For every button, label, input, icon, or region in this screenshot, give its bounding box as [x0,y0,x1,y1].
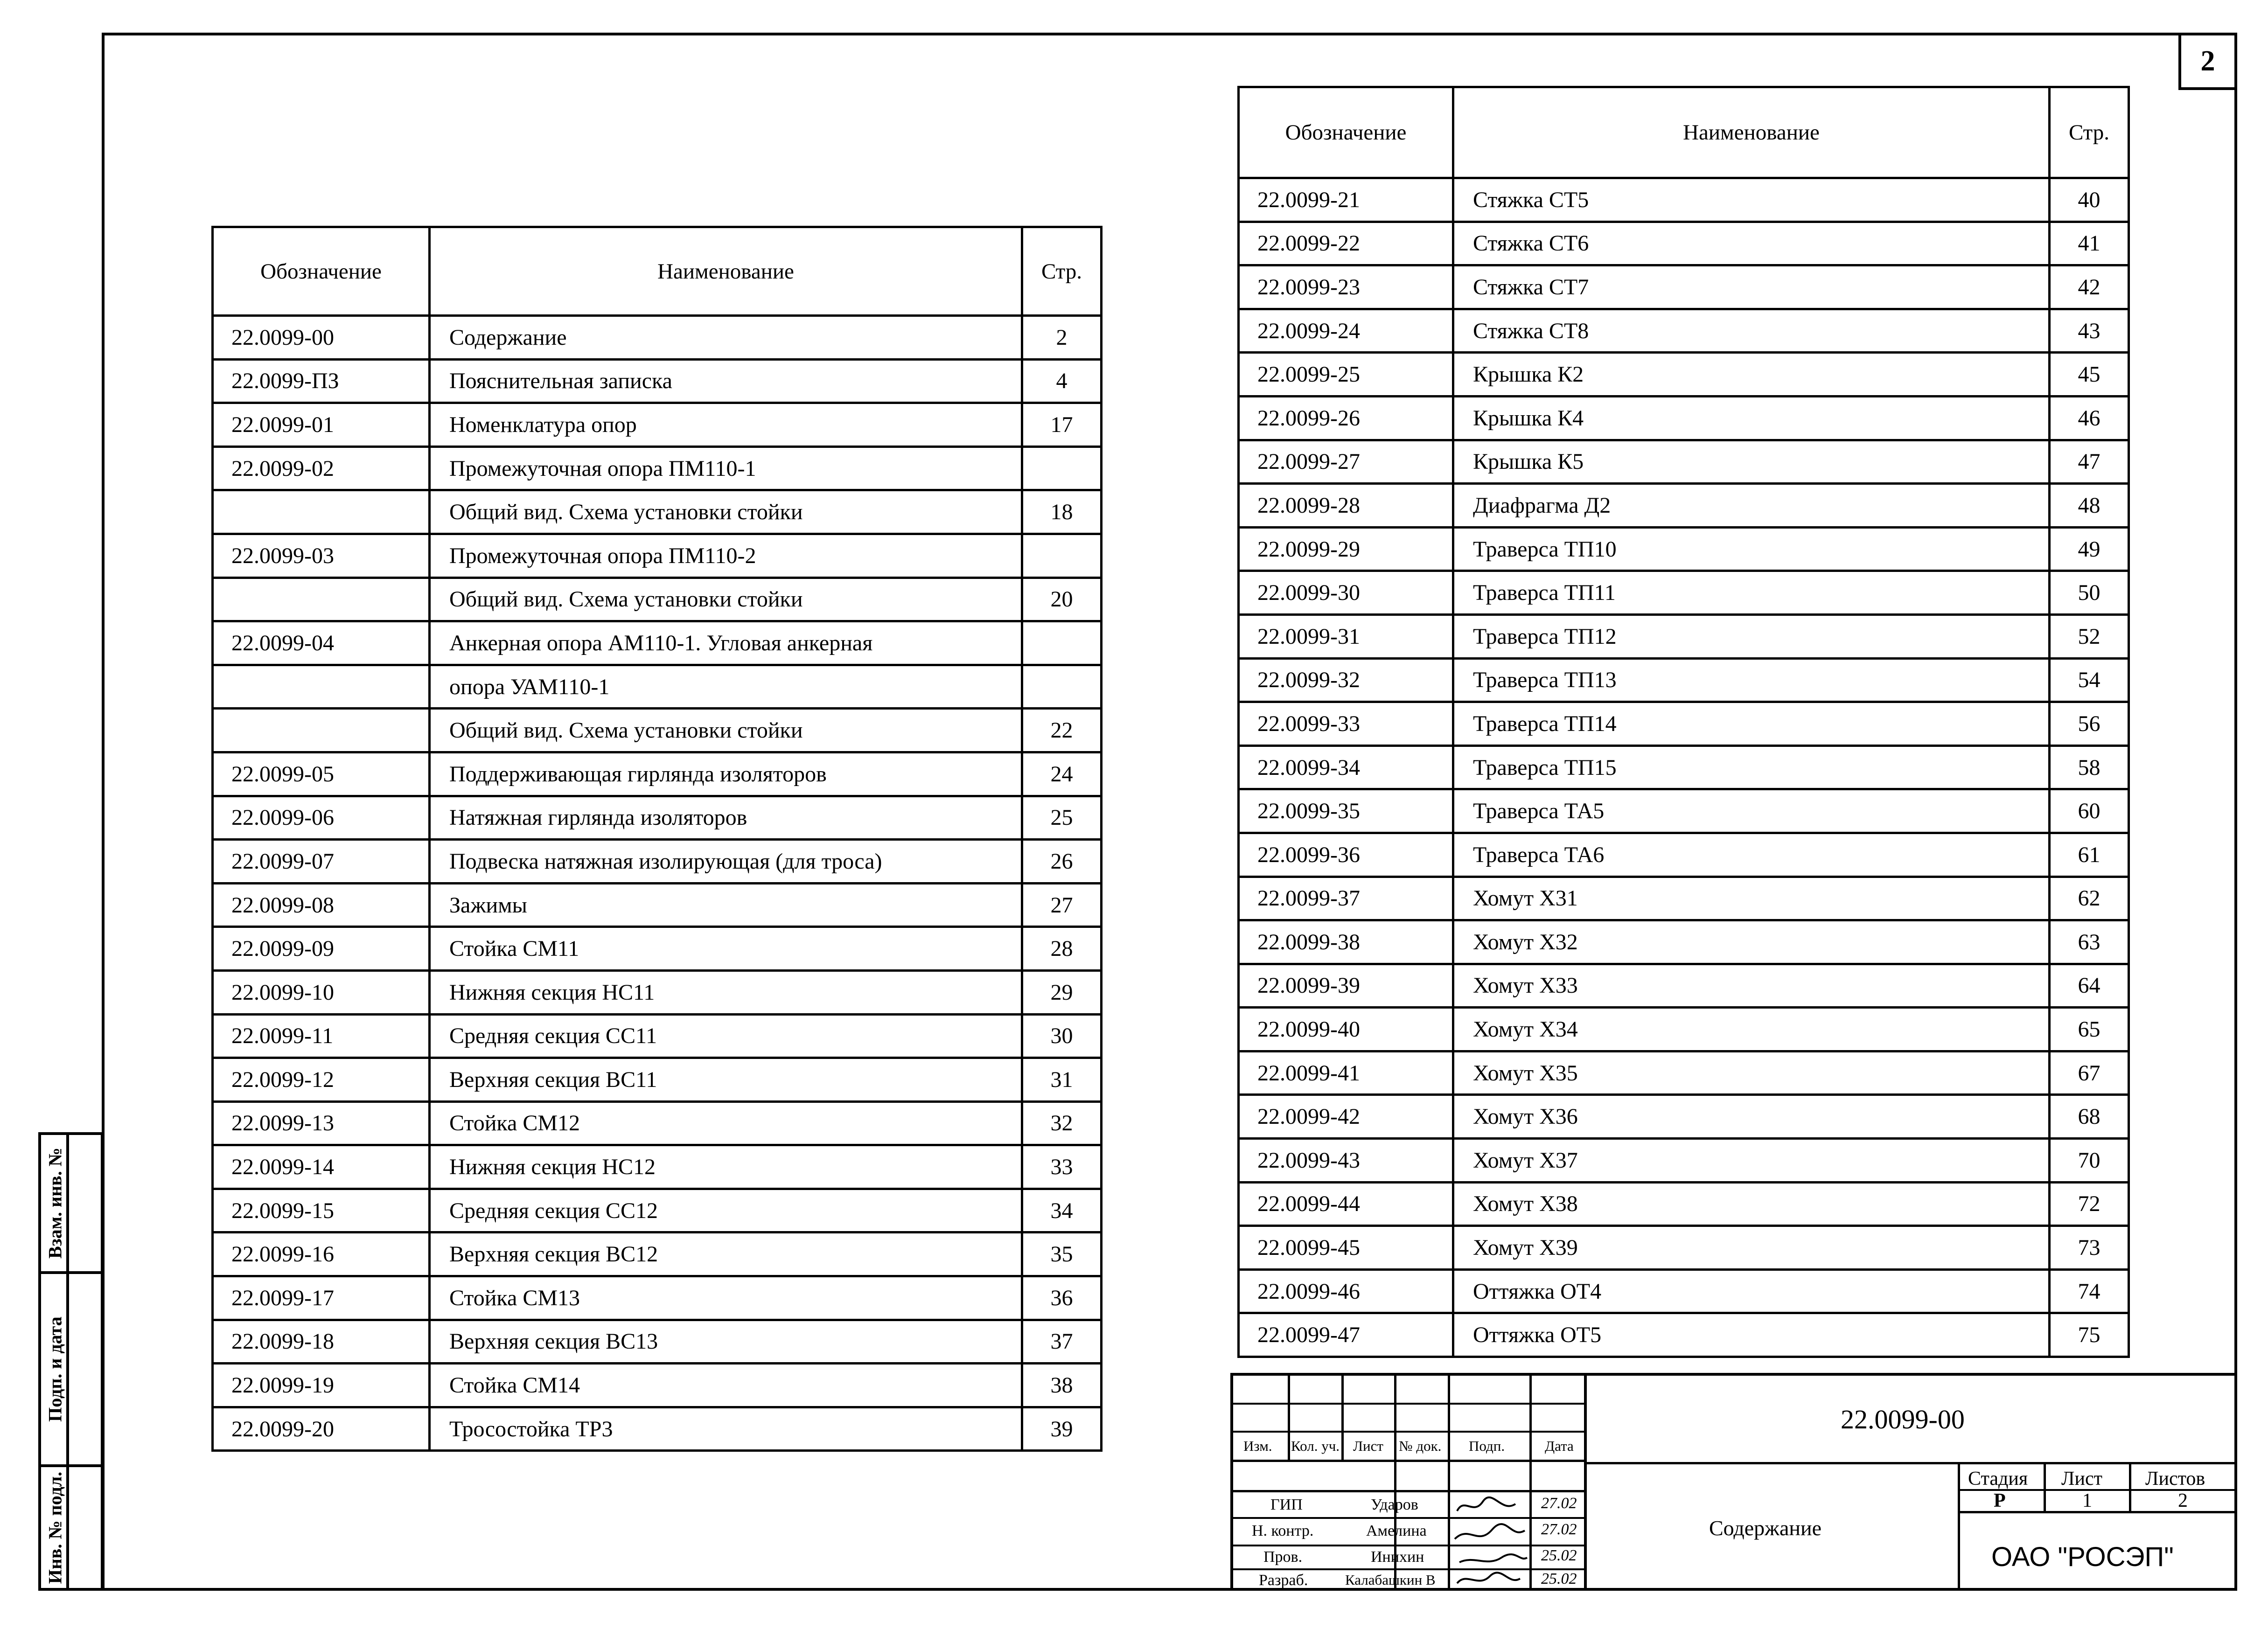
table-row [1239,440,2129,484]
row-page: 50 [2050,571,2129,615]
table-header-row [213,227,1102,316]
row-name: Общий вид. Схема установки стойки [430,709,1022,752]
row-page: 31 [1022,1058,1102,1102]
table-row [213,1407,1102,1451]
row-designation: 22.0099-39 [1239,964,1453,1008]
table-row [213,796,1102,840]
table-row [213,1101,1102,1145]
side-cell-orig-inv [41,1467,101,1588]
row-name: Хомут Х39 [1453,1226,2050,1270]
row-designation: 22.0099-05 [213,752,430,796]
sign-name-prov: Инихин [1371,1548,1424,1566]
row-designation: 22.0099-37 [1239,877,1453,920]
table-row [1239,265,2129,309]
row-page: 36 [1022,1276,1102,1320]
row-name: Пояснительная записка [430,359,1022,403]
table-row [213,1276,1102,1320]
row-designation: 22.0099-17 [213,1276,430,1320]
row-name: Нижняя секция НС11 [430,970,1022,1014]
row-page: 65 [2050,1008,2129,1051]
stage-label: Стадия [1968,1468,2028,1490]
row-designation: 22.0099-20 [213,1407,430,1451]
row-name: Подвеска натяжная изолирующая (для троса) [430,840,1022,884]
row-name: Траверса ТА6 [1453,833,2050,877]
table-row [213,359,1102,403]
row-name: Промежуточная опора ПМ110-1 [430,446,1022,490]
row-designation: 22.0099-31 [1239,614,1453,658]
row-name: опора УАМ110-1 [430,665,1022,709]
row-page: 22 [1022,709,1102,752]
row-designation: 22.0099-15 [213,1189,430,1232]
table-row [213,1145,1102,1189]
sign-role-razrab: Разраб. [1259,1572,1308,1589]
row-name: Стяжка СТ6 [1453,222,2050,265]
row-page: 60 [2050,789,2129,833]
row-page: 68 [2050,1095,2129,1139]
row-designation: 22.0099-ПЗ [213,359,430,403]
table-row [1239,833,2129,877]
row-page: 26 [1022,840,1102,884]
side-label-replace-inv: Взам. инв. № [44,1148,66,1259]
row-page: 30 [1022,1014,1102,1058]
row-name: Верхняя секция ВС13 [430,1320,1022,1364]
change-header-doc: № док. [1399,1438,1442,1454]
row-designation: 22.0099-40 [1239,1008,1453,1051]
table-row [1239,396,2129,440]
row-name: Оттяжка ОТ4 [1453,1269,2050,1313]
row-designation: 22.0099-22 [1239,222,1453,265]
row-designation: 22.0099-07 [213,840,430,884]
row-page: 52 [2050,614,2129,658]
sheet-value: 1 [2082,1490,2092,1511]
table-row [1239,1051,2129,1095]
row-page: 33 [1022,1145,1102,1189]
row-name: Стяжка СТ8 [1453,309,2050,353]
table-row [213,1320,1102,1364]
row-name: Хомут Х33 [1453,964,2050,1008]
row-designation: 22.0099-44 [1239,1182,1453,1226]
table-row [213,446,1102,490]
title-block [1230,1373,2237,1591]
row-designation: 22.0099-06 [213,796,430,840]
row-page: 18 [1022,490,1102,534]
row-name: Хомут Х37 [1453,1139,2050,1183]
row-designation: 22.0099-33 [1239,702,1453,746]
row-designation: 22.0099-13 [213,1101,430,1145]
header-name: Наименование [430,227,1022,316]
sheet-label: Лист [2061,1468,2102,1490]
table-row [213,1058,1102,1102]
row-name: Хомут Х38 [1453,1182,2050,1226]
table-row [1239,353,2129,397]
row-designation: 22.0099-28 [1239,484,1453,528]
row-page: 20 [1022,578,1102,621]
row-page: 2 [1022,316,1102,360]
row-page: 75 [2050,1313,2129,1357]
row-name: Траверса ТП11 [1453,571,2050,615]
change-header-list: Лист [1353,1438,1383,1454]
row-designation: 22.0099-01 [213,403,430,447]
table-row [213,927,1102,971]
row-designation: 22.0099-27 [1239,440,1453,484]
row-page: 67 [2050,1051,2129,1095]
row-designation: 22.0099-29 [1239,527,1453,571]
row-name: Траверса ТП14 [1453,702,2050,746]
row-page: 38 [1022,1364,1102,1407]
row-page [1022,665,1102,709]
sign-name-nkontr: Амелина [1366,1522,1427,1539]
row-designation: 22.0099-23 [1239,265,1453,309]
table-row [213,1364,1102,1407]
sign-date-nkontr: 27.02 [1541,1521,1577,1538]
side-stamp [38,1132,104,1591]
table-row [1239,1008,2129,1051]
row-designation: 22.0099-19 [213,1364,430,1407]
sheets-label: Листов [2145,1468,2205,1490]
document-designation: 22.0099-00 [1841,1404,1965,1434]
row-designation: 22.0099-26 [1239,396,1453,440]
row-page: 35 [1022,1232,1102,1276]
row-name: Зажимы [430,883,1022,927]
row-designation: 22.0099-45 [1239,1226,1453,1270]
table-row [213,578,1102,621]
row-designation: 22.0099-21 [1239,178,1453,222]
row-designation: 22.0099-36 [1239,833,1453,877]
row-name: Траверса ТП15 [1453,745,2050,789]
change-header-sign: Подп. [1469,1438,1505,1454]
row-name: Траверса ТП10 [1453,527,2050,571]
row-designation: 22.0099-02 [213,446,430,490]
row-name: Стойка СМ13 [430,1276,1022,1320]
table-row [213,970,1102,1014]
row-name: Хомут Х36 [1453,1095,2050,1139]
change-header-kol: Кол. уч. [1291,1438,1340,1454]
row-name: Крышка К2 [1453,353,2050,397]
row-page: 29 [1022,970,1102,1014]
row-designation: 22.0099-16 [213,1232,430,1276]
row-designation: 22.0099-30 [1239,571,1453,615]
row-page [1022,621,1102,665]
row-name: Поддерживающая гирлянда изоляторов [430,752,1022,796]
table-row [1239,1313,2129,1357]
row-name: Хомут Х32 [1453,920,2050,964]
row-designation: 22.0099-09 [213,927,430,971]
row-page: 32 [1022,1101,1102,1145]
side-label-orig-inv: Инв. № подл. [44,1471,66,1584]
table-row [1239,527,2129,571]
contents-table-left [211,226,1103,1452]
sign-name-razrab: Калабашкин В [1345,1572,1436,1588]
row-designation: 22.0099-41 [1239,1051,1453,1095]
row-designation: 22.0099-38 [1239,920,1453,964]
row-page [1022,534,1102,578]
header-page: Стр. [2050,87,2129,178]
row-designation: 22.0099-34 [1239,745,1453,789]
row-name: Верхняя секция ВС11 [430,1058,1022,1102]
row-page: 17 [1022,403,1102,447]
row-name: Натяжная гирлянда изоляторов [430,796,1022,840]
row-designation: 22.0099-12 [213,1058,430,1102]
side-cell-replace-inv [41,1135,101,1274]
table-row [213,534,1102,578]
row-name: Стяжка СТ5 [1453,178,2050,222]
row-page: 63 [2050,920,2129,964]
row-designation: 22.0099-04 [213,621,430,665]
table-row [1239,484,2129,528]
row-page: 72 [2050,1182,2129,1226]
row-designation [213,709,430,752]
table-row [1239,1182,2129,1226]
row-designation: 22.0099-18 [213,1320,430,1364]
row-designation: 22.0099-25 [1239,353,1453,397]
table-row [1239,658,2129,702]
change-header-date: Дата [1545,1438,1574,1454]
row-page: 34 [1022,1189,1102,1232]
table-row [213,840,1102,884]
table-row [1239,571,2129,615]
row-name: Нижняя секция НС12 [430,1145,1022,1189]
table-row [213,752,1102,796]
row-name: Содержание [430,316,1022,360]
row-page: 27 [1022,883,1102,927]
table-row [1239,178,2129,222]
row-name: Крышка К5 [1453,440,2050,484]
row-page: 47 [2050,440,2129,484]
row-designation: 22.0099-35 [1239,789,1453,833]
table-row [213,709,1102,752]
header-designation: Обозначение [213,227,430,316]
table-row [213,316,1102,360]
row-page: 62 [2050,877,2129,920]
row-name: Траверса ТП13 [1453,658,2050,702]
row-name: Верхняя секция ВС12 [430,1232,1022,1276]
table-row [213,883,1102,927]
row-name: Хомут Х34 [1453,1008,2050,1051]
stage-value: Р [1994,1490,2006,1511]
row-page: 40 [2050,178,2129,222]
row-page: 25 [1022,796,1102,840]
row-page: 37 [1022,1320,1102,1364]
table-row [213,665,1102,709]
table-row [1239,745,2129,789]
row-page: 24 [1022,752,1102,796]
row-designation [213,578,430,621]
row-name: Хомут Х31 [1453,877,2050,920]
table-row [1239,789,2129,833]
row-designation: 22.0099-08 [213,883,430,927]
row-name: Стойка СМ14 [430,1364,1022,1407]
row-page [1022,446,1102,490]
row-designation: 22.0099-46 [1239,1269,1453,1313]
table-row [213,621,1102,665]
row-page: 74 [2050,1269,2129,1313]
row-page: 48 [2050,484,2129,528]
change-header-izm: Изм. [1243,1438,1272,1454]
table-row [1239,702,2129,746]
row-name: Стяжка СТ7 [1453,265,2050,309]
table-row [213,403,1102,447]
header-designation: Обозначение [1239,87,1453,178]
side-label-sign-date: Подп. и дата [44,1316,66,1422]
sign-role-prov: Пров. [1263,1548,1303,1566]
row-page: 64 [2050,964,2129,1008]
table-row [213,1232,1102,1276]
row-page: 43 [2050,309,2129,353]
row-name: Траверса ТА5 [1453,789,2050,833]
row-name: Оттяжка ОТ5 [1453,1313,2050,1357]
table-header-row [1239,87,2129,178]
row-name: Хомут Х35 [1453,1051,2050,1095]
row-name: Средняя секция СС11 [430,1014,1022,1058]
row-designation [213,490,430,534]
table-row [1239,1226,2129,1270]
handwritten-signatures [1450,1492,1529,1591]
row-page: 42 [2050,265,2129,309]
row-page: 61 [2050,833,2129,877]
sign-date-razrab: 25.02 [1541,1570,1577,1587]
row-designation: 22.0099-14 [213,1145,430,1189]
table-row [1239,614,2129,658]
sign-date-gip: 27.02 [1541,1495,1577,1512]
row-name: Стойка СМ12 [430,1101,1022,1145]
row-designation: 22.0099-00 [213,316,430,360]
header-name: Наименование [1453,87,2050,178]
sheet-number: 2 [2178,33,2237,90]
document-title: Содержание [1709,1516,1822,1540]
header-page: Стр. [1022,227,1102,316]
row-page: 46 [2050,396,2129,440]
row-designation: 22.0099-10 [213,970,430,1014]
row-designation: 22.0099-42 [1239,1095,1453,1139]
row-designation: 22.0099-11 [213,1014,430,1058]
row-page: 58 [2050,745,2129,789]
sheets-value: 2 [2178,1490,2188,1511]
table-row [1239,877,2129,920]
row-name: Стойка СМ11 [430,927,1022,971]
row-name: Тросостойка ТР3 [430,1407,1022,1451]
table-row [1239,1269,2129,1313]
row-designation [213,665,430,709]
table-row [1239,920,2129,964]
row-page: 39 [1022,1407,1102,1451]
table-row [1239,1139,2129,1183]
table-row [213,1189,1102,1232]
row-page: 41 [2050,222,2129,265]
sign-date-prov: 25.02 [1541,1547,1577,1564]
row-page: 70 [2050,1139,2129,1183]
row-page: 49 [2050,527,2129,571]
row-page: 56 [2050,702,2129,746]
contents-table-right [1237,86,2130,1358]
row-name: Крышка К4 [1453,396,2050,440]
row-page: 45 [2050,353,2129,397]
row-name: Промежуточная опора ПМ110-2 [430,534,1022,578]
row-name: Средняя секция СС12 [430,1189,1022,1232]
row-page: 4 [1022,359,1102,403]
organization-name: ОАО "РОСЭП" [1991,1542,2174,1572]
row-name: Общий вид. Схема установки стойки [430,490,1022,534]
side-cell-sign-date [41,1274,101,1467]
row-designation: 22.0099-03 [213,534,430,578]
table-row [213,1014,1102,1058]
row-name: Траверса ТП12 [1453,614,2050,658]
row-designation: 22.0099-24 [1239,309,1453,353]
table-row [1239,1095,2129,1139]
row-page: 54 [2050,658,2129,702]
row-designation: 22.0099-32 [1239,658,1453,702]
row-name: Общий вид. Схема установки стойки [430,578,1022,621]
table-row [1239,222,2129,265]
row-designation: 22.0099-47 [1239,1313,1453,1357]
table-row [213,490,1102,534]
sign-role-gip: ГИП [1270,1496,1303,1513]
row-name: Диафрагма Д2 [1453,484,2050,528]
table-row [1239,964,2129,1008]
row-page: 73 [2050,1226,2129,1270]
sign-name-gip: Ударов [1371,1496,1418,1513]
row-name: Номенклатура опор [430,403,1022,447]
row-page: 28 [1022,927,1102,971]
sign-role-nkontr: Н. контр. [1252,1522,1314,1539]
row-name: Анкерная опора АМ110-1. Угловая анкерная [430,621,1022,665]
row-designation: 22.0099-43 [1239,1139,1453,1183]
table-row [1239,309,2129,353]
